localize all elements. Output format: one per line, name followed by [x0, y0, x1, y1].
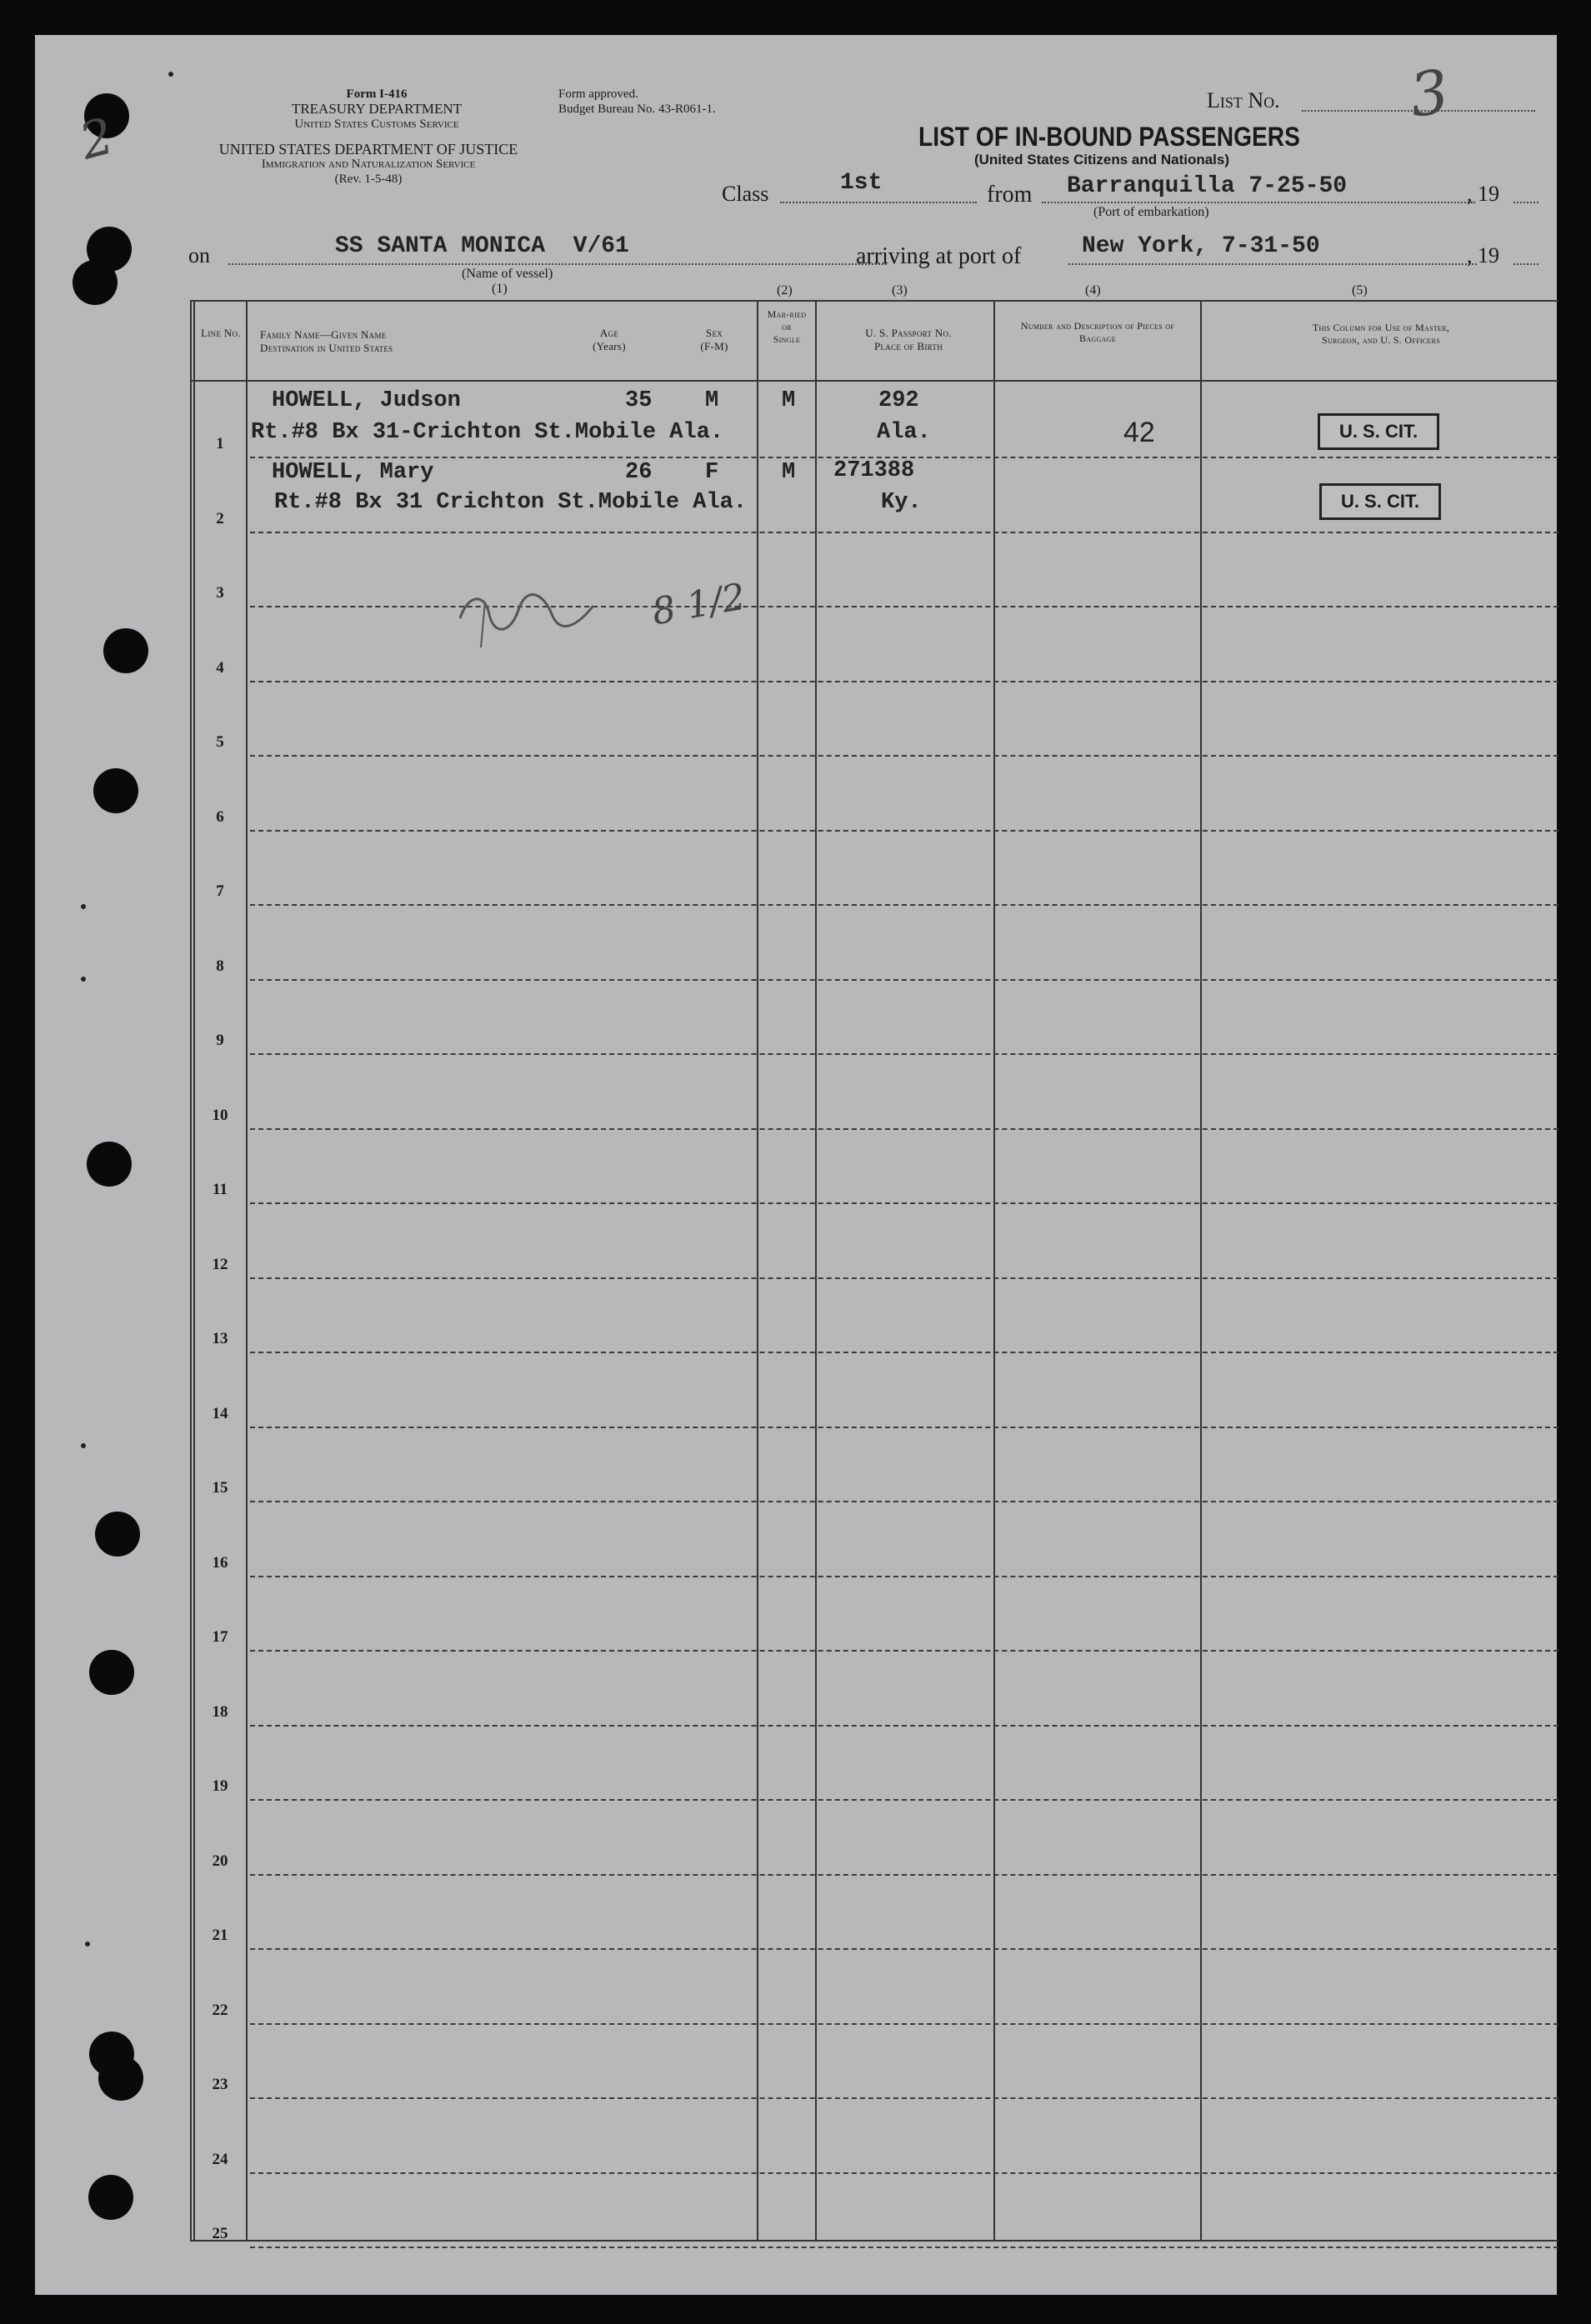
margin-mark: 2 — [73, 107, 120, 172]
justice-label: UNITED STATES DEPARTMENT OF JUSTICE — [218, 141, 518, 157]
col-divider — [246, 300, 248, 2242]
vessel-line — [228, 263, 887, 265]
treasury-label: TREASURY DEPARTMENT — [291, 101, 463, 117]
table-left-rule-inner — [193, 300, 195, 2242]
passenger-2-name: HOWELL, Mary — [272, 460, 434, 485]
punch-hole — [87, 1142, 132, 1187]
row-guide-line — [250, 681, 1558, 682]
vessel-caption: (Name of vessel) — [462, 267, 553, 281]
table-bottom-rule — [190, 2240, 1558, 2242]
passenger-1-name: HOWELL, Judson — [272, 388, 461, 413]
row-guide-line — [250, 1799, 1558, 1801]
row-guide-line — [250, 2023, 1558, 2025]
speck — [81, 977, 86, 982]
col5-number: (5) — [1352, 283, 1368, 297]
row-guide-line — [250, 1874, 1558, 1876]
handwritten-scribble — [452, 568, 602, 652]
row-number: 13 — [212, 1330, 228, 1347]
row-guide-line — [250, 979, 1558, 981]
passenger-1-birth: Ala. — [877, 420, 931, 445]
header-name: Family Name—Given Name — [260, 328, 387, 341]
col-divider — [815, 300, 817, 2242]
port-caption: (Port of embarkation) — [1093, 205, 1209, 219]
row-guide-line — [250, 606, 1558, 607]
arrival-value: New York, 7-31-50 — [1082, 233, 1320, 259]
year-label-2: , 19 — [1467, 243, 1499, 267]
row-number: 1 — [216, 435, 224, 452]
speck — [168, 72, 173, 77]
vessel-value: SS SANTA MONICA V/61 — [335, 233, 629, 259]
row-guide-line — [250, 1725, 1558, 1727]
row-guide-line — [250, 1053, 1558, 1055]
on-label: on — [188, 243, 210, 267]
row-number: 8 — [216, 957, 224, 975]
list-no-value: 3 — [1405, 56, 1453, 131]
row-guide-line — [250, 904, 1558, 906]
row-guide-line — [250, 1576, 1558, 1577]
header-sex-unit: (F-M) — [700, 340, 728, 352]
row-guide-line — [250, 1650, 1558, 1652]
row-guide-line — [250, 755, 1558, 757]
punch-hole — [93, 768, 138, 813]
row-number: 5 — [216, 733, 224, 751]
row-number: 10 — [212, 1107, 228, 1124]
budget-label: Budget Bureau No. 43-R061-1. — [558, 102, 716, 116]
row-guide-line — [250, 2247, 1558, 2248]
customs-label: United States Customs Service — [294, 117, 459, 131]
handwritten-annotation: 8 1/2 — [648, 575, 749, 634]
row-number: 12 — [212, 1256, 228, 1273]
col-divider — [1200, 300, 1202, 2242]
row-number: 25 — [212, 2225, 228, 2242]
passenger-2-birth: Ky. — [881, 490, 922, 515]
from-value: Barranquilla 7-25-50 — [1067, 173, 1348, 199]
col-divider — [993, 300, 995, 2242]
speck — [81, 1443, 86, 1448]
year-label: , 19 — [1467, 182, 1499, 206]
row-guide-line — [250, 1948, 1558, 1950]
row-number: 24 — [212, 2151, 228, 2168]
row-number: 6 — [216, 808, 224, 826]
punch-hole — [88, 2175, 133, 2220]
row-number: 4 — [216, 659, 224, 677]
row-number: 15 — [212, 1479, 228, 1497]
header-birth: Place of Birth — [873, 340, 943, 352]
row-number: 11 — [213, 1181, 228, 1198]
form-number: Form I-416 — [346, 87, 408, 101]
row-number: 17 — [212, 1628, 228, 1646]
row-number: 23 — [212, 2076, 228, 2093]
year-line-2 — [1513, 263, 1538, 265]
rev-label: (Rev. 1-5-48) — [334, 172, 403, 186]
header-married: Mar-ried or Single — [767, 308, 807, 345]
passenger-2-age: 26 — [625, 460, 653, 485]
col4-number: (4) — [1085, 283, 1101, 297]
passenger-2-passport: 271388 — [833, 458, 915, 483]
col2-number: (2) — [777, 283, 793, 297]
speck — [85, 1942, 90, 1947]
passenger-2-status-stamp: U. S. CIT. — [1319, 483, 1441, 520]
punch-hole — [103, 628, 148, 673]
row-guide-line — [250, 1501, 1558, 1502]
header-destination: Destination in United States — [260, 342, 393, 354]
row-guide-line — [250, 1277, 1558, 1279]
class-value: 1st — [840, 170, 883, 196]
header-baggage: Number and Description of Pieces of Baggage — [1020, 320, 1175, 344]
from-label: from — [987, 182, 1033, 207]
row-guide-line — [250, 1202, 1558, 1204]
page-title: LIST OF IN-BOUND PASSENGERS — [918, 122, 1300, 152]
header-officers: This Column for Use of Master, Surgeon, and U. S. Officers — [1312, 322, 1450, 346]
passenger-1-passport: 292 — [878, 388, 919, 413]
col-divider — [757, 300, 758, 2242]
table-top-rule — [190, 300, 1558, 302]
class-label: Class — [722, 182, 769, 206]
row-number: 9 — [216, 1032, 224, 1049]
approved-label: Form approved. — [558, 87, 638, 101]
table-left-rule — [190, 300, 192, 2242]
header-line-no: Line No. — [201, 327, 241, 339]
passenger-1-status-stamp: U. S. CIT. — [1318, 413, 1439, 450]
passenger-1-address: Rt.#8 Bx 31-Crichton St.Mobile Ala. — [251, 420, 724, 445]
row-number: 16 — [212, 1554, 228, 1572]
page-subtitle: (United States Citizens and Nationals) — [973, 152, 1230, 167]
row-number: 22 — [212, 2002, 228, 2019]
row-number: 2 — [216, 510, 224, 527]
header-passport: U. S. Passport No. — [865, 327, 952, 339]
punch-hole — [89, 1650, 134, 1695]
table-header-rule — [190, 380, 1558, 382]
col3-number: (3) — [892, 283, 908, 297]
list-no-label: List No. — [1207, 88, 1280, 112]
speck — [81, 904, 86, 909]
row-number: 21 — [212, 1927, 228, 1944]
row-guide-line — [250, 1128, 1558, 1130]
header-sex: Sex — [705, 327, 723, 339]
passenger-1-age: 35 — [625, 388, 653, 413]
manifest-sheet — [35, 35, 1557, 2295]
header-age-unit: (Years) — [593, 340, 626, 352]
row-guide-line — [250, 532, 1558, 533]
passenger-1-married: M — [782, 388, 796, 413]
col1-number: (1) — [492, 282, 508, 296]
row-number: 7 — [216, 882, 224, 900]
punch-hole — [73, 260, 118, 305]
passenger-2-married: M — [782, 460, 796, 485]
row-number: 20 — [212, 1852, 228, 1870]
row-guide-line — [250, 2172, 1558, 2174]
passenger-1-baggage: 42 — [1123, 417, 1155, 448]
ins-label: Immigration and Naturalization Service — [261, 157, 476, 171]
punch-hole — [95, 1512, 140, 1557]
header-age: Age — [599, 327, 619, 339]
row-number: 18 — [212, 1703, 228, 1721]
passenger-2-sex: F — [705, 460, 719, 485]
class-line — [780, 202, 977, 203]
row-number: 14 — [212, 1405, 228, 1422]
row-number: 19 — [212, 1777, 228, 1795]
punch-hole — [98, 2056, 143, 2101]
row-number: 3 — [216, 584, 224, 602]
row-guide-line — [250, 2097, 1558, 2099]
row-guide-line — [250, 830, 1558, 832]
from-line — [1042, 202, 1475, 203]
year-line — [1513, 202, 1538, 203]
row-guide-line — [250, 1352, 1558, 1353]
passenger-2-address: Rt.#8 Bx 31 Crichton St.Mobile Ala. — [274, 490, 748, 515]
row-guide-line — [250, 1427, 1558, 1428]
arriving-label: arriving at port of — [856, 243, 1022, 269]
passenger-1-sex: M — [705, 388, 719, 413]
arrival-line — [1068, 263, 1477, 265]
